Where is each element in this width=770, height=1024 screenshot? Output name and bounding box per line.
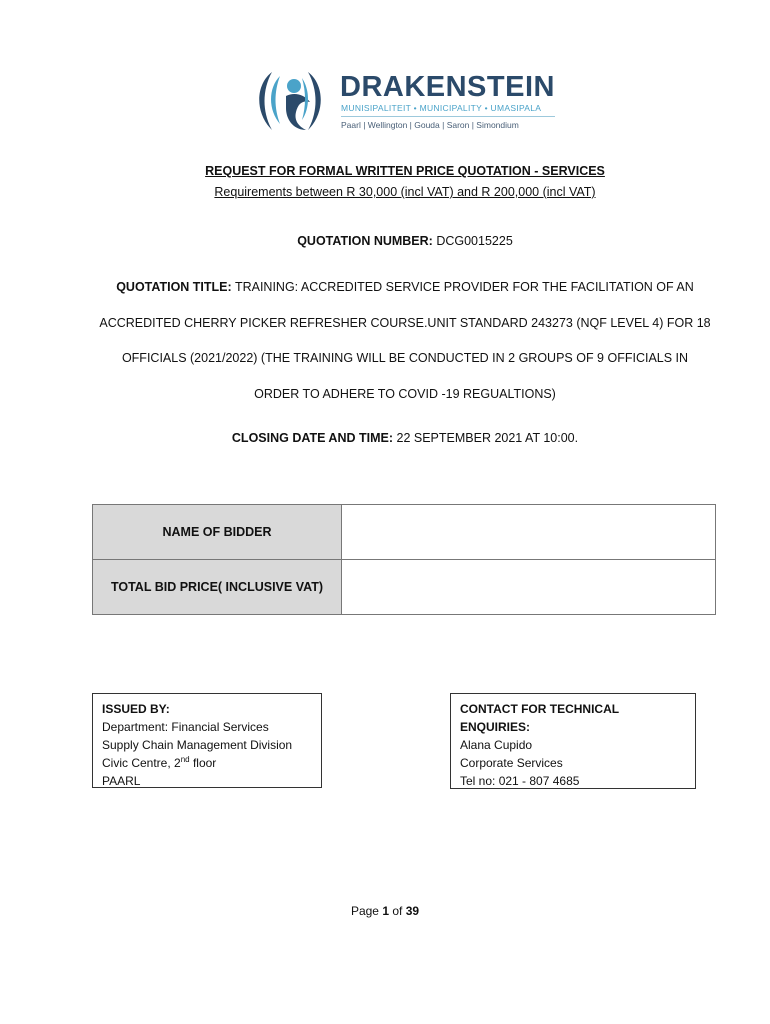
quotation-title-line-2: ACCREDITED CHERRY PICKER REFRESHER COURSE.UNIT STANDARD 243273 (NQF LEVEL 4) FOR 18 bbox=[99, 316, 711, 330]
document-title: REQUEST FOR FORMAL WRITTEN PRICE QUOTATION - SERVICES bbox=[205, 164, 605, 178]
quotation-number bbox=[40, 234, 770, 248]
quotation-title-line-3: OFFICIALS (2021/2022) (THE TRAINING WILL BE CONDUCTED IN 2 GROUPS OF 9 OFFICIALS IN bbox=[121, 351, 689, 365]
municipality-emblem-icon bbox=[250, 64, 332, 136]
bidder-table bbox=[92, 504, 716, 615]
quotation-number-value: DCG0015225 bbox=[436, 234, 513, 248]
quotation-title-line-4: ORDER TO ADHERE TO COVID -19 REGUALTIONS) bbox=[254, 387, 556, 401]
contact-phone: Tel no: 021 - 807 4685 bbox=[460, 774, 580, 788]
quotation-title-text-1: TRAINING: ACCREDITED SERVICE PROVIDER FOR THE FACILITATION OF AN bbox=[234, 280, 694, 294]
issued-by-heading: ISSUED BY: bbox=[102, 702, 170, 716]
requirements-line: Requirements between R 30,000 (incl VAT) and R 200,000 (incl VAT) bbox=[214, 185, 596, 199]
issued-by-city: PAARL bbox=[102, 774, 141, 788]
bid-price-label: TOTAL BID PRICE( INCLUSIVE VAT) bbox=[93, 560, 342, 615]
contact-heading: CONTACT FOR TECHNICAL ENQUIRIES: bbox=[460, 702, 619, 734]
contact-name: Alana Cupido bbox=[460, 738, 533, 752]
bidder-name-label: NAME OF BIDDER bbox=[93, 505, 342, 560]
bidder-name-field[interactable] bbox=[342, 505, 716, 560]
closing-date-label: CLOSING DATE AND TIME: bbox=[231, 431, 394, 445]
closing-date-value: 22 SEPTEMBER 2021 AT 10:00. bbox=[396, 431, 579, 445]
issued-by-division: Supply Chain Management Division bbox=[102, 738, 293, 752]
table-row bbox=[93, 560, 716, 615]
quotation-title-label: QUOTATION TITLE: bbox=[116, 280, 232, 294]
logo-name: DRAKENSTEIN bbox=[340, 71, 555, 103]
bid-price-field[interactable] bbox=[342, 560, 716, 615]
quotation-number-label: QUOTATION NUMBER: bbox=[297, 234, 433, 248]
issued-by-department: Department: Financial Services bbox=[102, 720, 269, 734]
logo-subtitle: MUNISIPALITEIT • MUNICIPALITY • UMASIPALA bbox=[341, 103, 542, 113]
contact-department: Corporate Services bbox=[460, 756, 563, 770]
quotation-title-line-1 bbox=[40, 280, 770, 294]
page-number: Page 1 of 39 bbox=[350, 904, 420, 918]
table-row bbox=[93, 505, 716, 560]
issued-by-address: Civic Centre, 2nd floor bbox=[102, 755, 217, 770]
issued-by-box bbox=[92, 693, 322, 788]
drakenstein-logo bbox=[250, 64, 560, 136]
logo-divider bbox=[341, 116, 555, 117]
logo-towns: Paarl | Wellington | Gouda | Saron | Simondium bbox=[341, 120, 519, 130]
technical-contact-box bbox=[450, 693, 696, 789]
closing-date bbox=[40, 431, 770, 445]
